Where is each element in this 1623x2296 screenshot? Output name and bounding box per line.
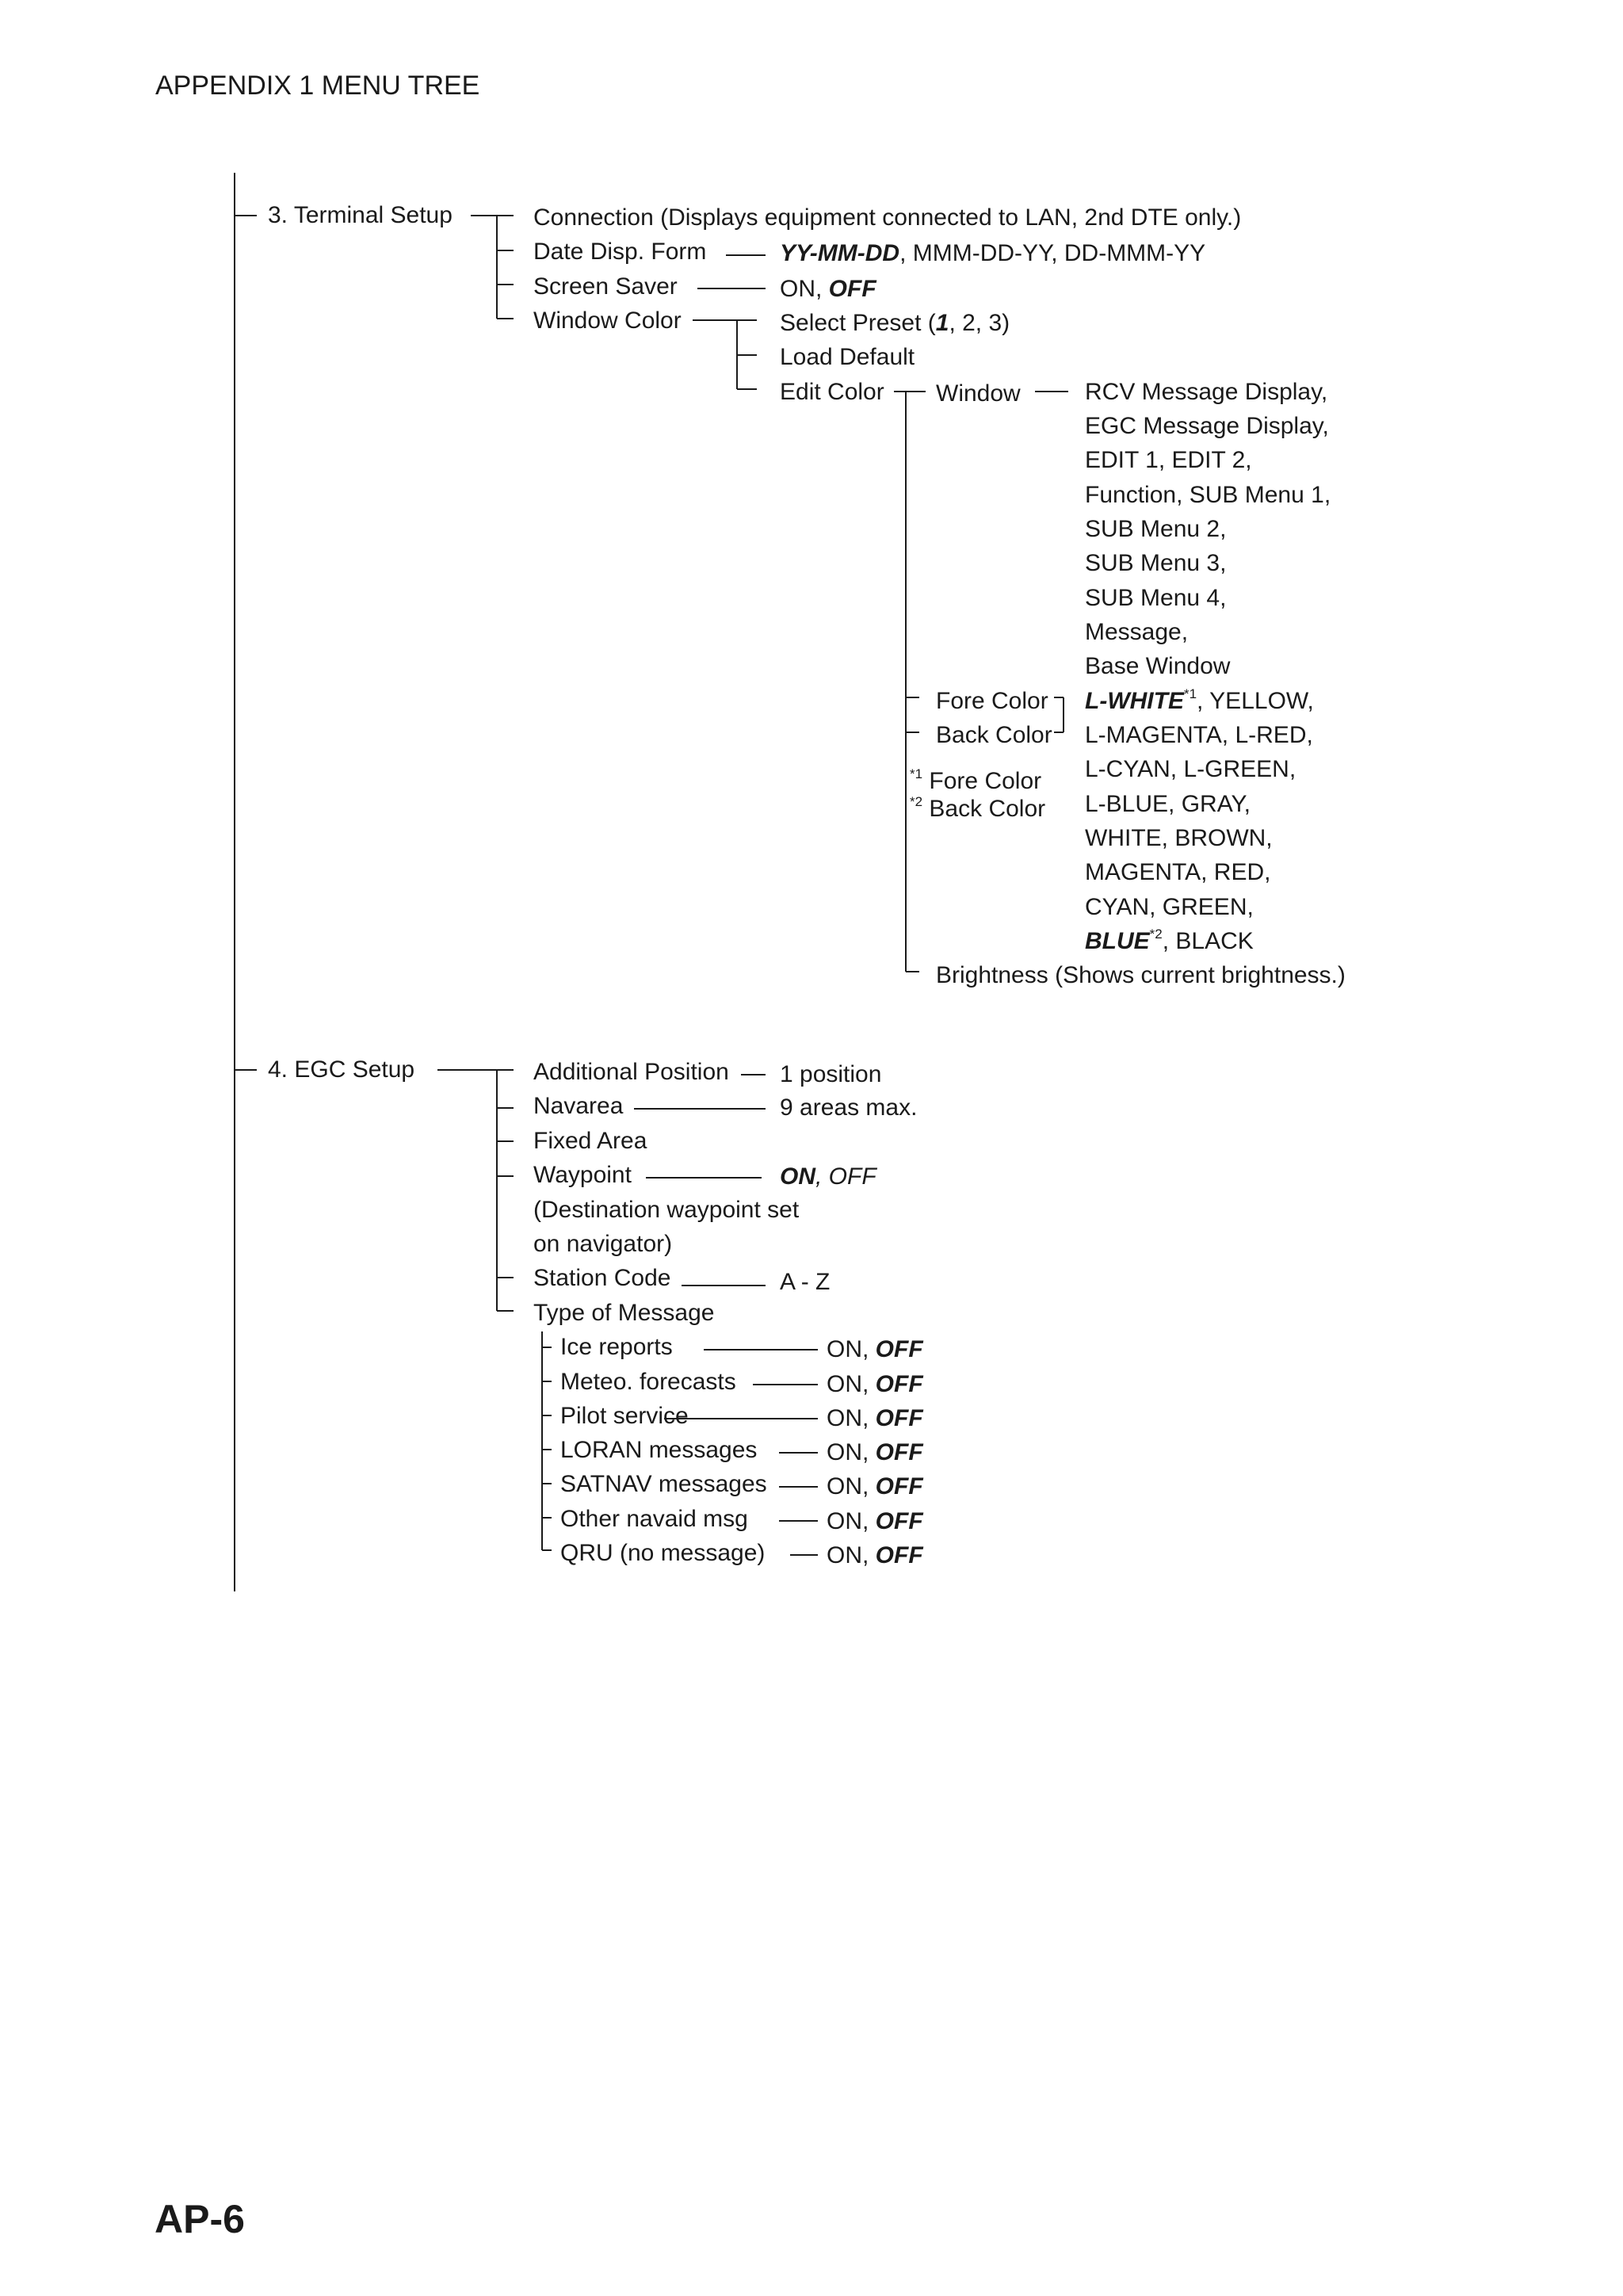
message-on: ON, [827, 1508, 876, 1534]
window-item: SUB Menu 3, [1085, 550, 1227, 576]
message-on: ON, [827, 1405, 876, 1431]
window-item: SUB Menu 4, [1085, 585, 1227, 611]
message-type-options [827, 1335, 923, 1364]
additional-position-label: Additional Position [533, 1059, 729, 1085]
screen-saver-on: ON, [780, 276, 829, 302]
message-type-label: Meteo. forecasts [560, 1369, 736, 1395]
terminal-setup-label: 3. Terminal Setup [268, 202, 453, 228]
edit-color-label: Edit Color [780, 379, 884, 405]
waypoint-rest: , OFF [815, 1163, 876, 1190]
message-type-label: LORAN messages [560, 1437, 758, 1463]
window-item: Function, SUB Menu 1, [1085, 482, 1331, 508]
station-code-label: Station Code [533, 1265, 671, 1291]
message-off-default: OFF [875, 1508, 923, 1534]
note-mark-2: *2 [910, 794, 923, 809]
window-item: EGC Message Display, [1085, 413, 1329, 439]
color-line: MAGENTA, RED, [1085, 859, 1271, 885]
color-first-rest: , YELLOW, [1197, 688, 1314, 714]
color-last-rest: , BLACK [1162, 928, 1254, 954]
color-first-mark: *1 [1183, 686, 1197, 701]
color-line: L-MAGENTA, L-RED, [1085, 722, 1313, 748]
connection-item: Connection (Displays equipment connected to LAN, 2nd DTE only.) [533, 204, 1242, 231]
message-type-label: QRU (no message) [560, 1540, 766, 1566]
window-item: Base Window [1085, 653, 1231, 679]
color-last-default: BLUE [1085, 928, 1150, 954]
color-line: CYAN, GREEN, [1085, 894, 1254, 920]
message-off-default: OFF [875, 1336, 923, 1362]
window-color-label: Window Color [533, 308, 682, 334]
select-preset-prefix: Select Preset ( [780, 310, 936, 336]
egc-setup-label: 4. EGC Setup [268, 1056, 415, 1083]
message-off-default: OFF [875, 1405, 923, 1431]
fore-color-label: Fore Color [936, 688, 1048, 714]
window-item: RCV Message Display, [1085, 379, 1328, 405]
message-on: ON, [827, 1542, 876, 1568]
waypoint-default: ON [780, 1163, 815, 1190]
window-item: Message, [1085, 619, 1189, 645]
additional-position-value: 1 position [780, 1061, 882, 1087]
message-on: ON, [827, 1371, 876, 1397]
message-off-default: OFF [875, 1473, 923, 1499]
color-line: L-BLUE, GRAY, [1085, 791, 1251, 817]
station-code-value: A - Z [780, 1269, 831, 1295]
navarea-label: Navarea [533, 1093, 624, 1119]
fixed-area-item: Fixed Area [533, 1128, 647, 1154]
select-preset-default: 1 [935, 310, 949, 336]
waypoint-note: on navigator) [533, 1231, 673, 1257]
screen-saver-options [780, 275, 876, 304]
message-on: ON, [827, 1473, 876, 1499]
window-label: Window [936, 380, 1021, 407]
message-type-options [827, 1404, 923, 1433]
message-type-options [827, 1507, 923, 1536]
message-type-label: SATNAV messages [560, 1471, 767, 1497]
message-off-default: OFF [875, 1542, 923, 1568]
select-preset-suffix: , 2, 3) [949, 310, 1010, 336]
message-off-default: OFF [875, 1439, 923, 1465]
message-on: ON, [827, 1439, 876, 1465]
message-type-options [827, 1370, 923, 1399]
window-item: SUB Menu 2, [1085, 516, 1227, 542]
screen-saver-label: Screen Saver [533, 273, 678, 300]
brightness-item: Brightness (Shows current brightness.) [936, 962, 1346, 988]
date-disp-default: YY-MM-DD [780, 240, 900, 266]
load-default-item: Load Default [780, 344, 915, 370]
color-first-default: L-WHITE [1085, 688, 1184, 714]
note-back-color [910, 795, 1045, 827]
date-disp-others: , MMM-DD-YY, DD-MMM-YY [899, 240, 1206, 266]
page-number: AP-6 [155, 2197, 245, 2241]
window-item: EDIT 1, EDIT 2, [1085, 447, 1252, 473]
message-type-options [827, 1541, 923, 1570]
message-type-options [827, 1473, 923, 1501]
message-off-default: OFF [875, 1371, 923, 1397]
type-of-message-label: Type of Message [533, 1300, 715, 1326]
message-type-label: Ice reports [560, 1334, 673, 1360]
note-mark-1: *1 [910, 766, 923, 781]
date-disp-label: Date Disp. Form [533, 239, 707, 265]
message-type-options [827, 1438, 923, 1467]
navarea-value: 9 areas max. [780, 1095, 918, 1121]
page-header: APPENDIX 1 MENU TREE [155, 71, 480, 101]
color-last-mark: *2 [1149, 926, 1163, 942]
screen-saver-default: OFF [828, 276, 876, 302]
waypoint-options [780, 1163, 876, 1191]
color-last-line [1085, 927, 1254, 959]
date-disp-options [780, 239, 1205, 268]
waypoint-note: (Destination waypoint set [533, 1197, 800, 1223]
back-color-label: Back Color [936, 722, 1052, 748]
note-back-text: Back Color [929, 796, 1046, 822]
select-preset-item [780, 309, 1010, 338]
note-fore-color [910, 767, 1041, 799]
message-type-label: Other navaid msg [560, 1506, 748, 1532]
message-on: ON, [827, 1336, 876, 1362]
waypoint-label: Waypoint [533, 1162, 632, 1188]
color-first-line [1085, 687, 1314, 719]
color-line: L-CYAN, L-GREEN, [1085, 756, 1296, 782]
color-line: WHITE, BROWN, [1085, 825, 1273, 851]
message-type-label: Pilot service [560, 1403, 689, 1429]
note-fore-text: Fore Color [929, 768, 1042, 794]
